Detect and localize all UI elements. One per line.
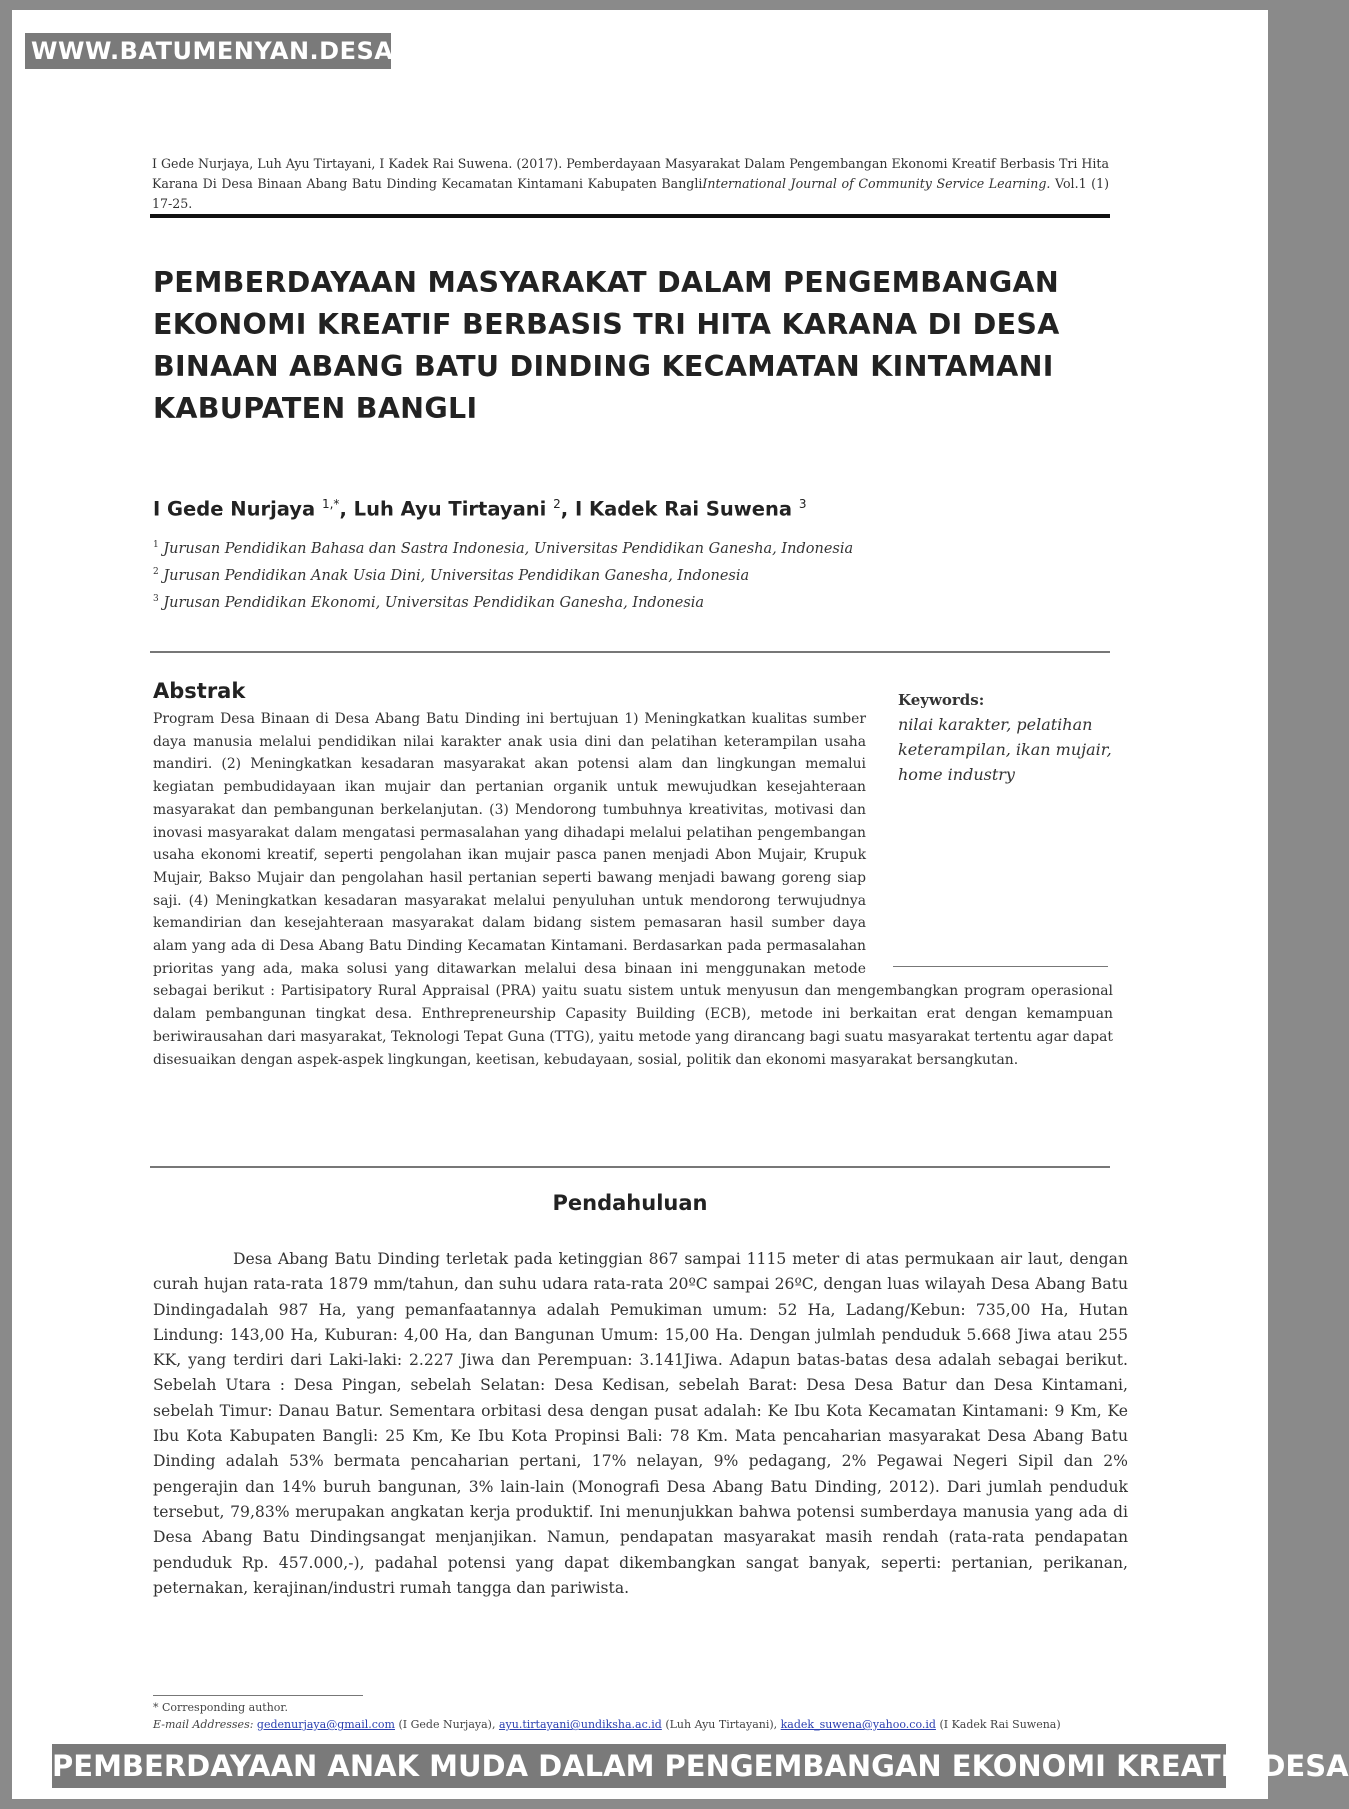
affiliation-number: 1 bbox=[153, 540, 159, 550]
email-link[interactable]: gedenurjaya@gmail.com bbox=[256, 1718, 395, 1731]
keywords-rule bbox=[893, 966, 1108, 967]
paper-title: PEMBERDAYAAN MASYARAKAT DALAM PENGEMBANGAN EKONOMI KREATIF BERBASIS TRI HITA KARANA DI DESA BINAAN ABANG BATU DINDING KECAMATAN KINTAMANI KABUPATEN BANGLI bbox=[153, 266, 1060, 425]
email-link[interactable]: kadek_suwena@yahoo.co.id bbox=[780, 1718, 936, 1731]
header-rule bbox=[150, 214, 1110, 218]
footnote-rule bbox=[153, 1695, 363, 1696]
author-marker: 3 bbox=[798, 497, 807, 511]
site-watermark-banner: WWW.BATUMENYAN.DESA.ID bbox=[25, 33, 391, 69]
citation-volume: Vol.1 (1) 17-25. bbox=[152, 176, 1109, 211]
author-marker: 1,* bbox=[321, 497, 340, 511]
email-owner: (I Kadek Rai Suwena) bbox=[939, 1718, 1061, 1731]
email-owner: (I Gede Nurjaya), bbox=[398, 1718, 496, 1731]
email-label: E-mail Addresses: bbox=[153, 1718, 254, 1731]
affiliation-text: Jurusan Pendidikan Bahasa dan Sastra Indonesia, Universitas Pendidikan Ganesha, Indonesia bbox=[163, 540, 854, 557]
section-paragraph: Desa Abang Batu Dinding terletak pada ketinggian 867 sampai 1115 meter di atas permukaan air laut, dengan curah hujan rata-rata 1879 mm/tahun, dan suhu udara rata-rata 20ºC sampai 26ºC, dengan luas wilayah Desa Abang Batu Dindingadalah 987 Ha, yang pemanfaatannya adalah Pemukiman umum: 52 Ha, Ladang/Kebun: 735,00 Ha, Hutan Lindung: 143,00 Ha, Kuburan: 4,00 Ha, dan Bangunan Umum: 15,00 Ha. Dengan julmlah penduduk 5.668 Jiwa atau 255 KK, yang terdiri dari Laki-laki: 2.227 Jiwa dan Perempuan: 3.141Jiwa. Adapun batas-batas desa adalah sebagai berikut. Sebelah Utara : Desa Pingan, sebelah Selatan: Desa Kedisan, sebelah Barat: Desa Desa Batur dan Desa Kintamani, sebelah Timur: Danau Batur. Sementara orbitasi desa dengan pusat adalah: Ke Ibu Kota Kecamatan Kintamani: 9 Km, Ke Ibu Kota Kabupaten Bangli: 25 Km, Ke Ibu Kota Propinsi Bali: 78 Km. Mata pencaharian masyarakat Desa Abang Batu Dinding adalah 53% bermata pencaharian pertani, 17% nelayan, 9% pedagang, 2% Pegawai Negeri Sipil dan 2% pengerajin dan 14% buruh bangunan, 3% lain-lain (Monografi Desa Abang Batu Dinding, 2012). Dari jumlah penduduk tersebut, 79,83% merupakan angkatan kerja produktif. Ini menunjukkan bahwa potensi sumberdaya manusia yang ada di Desa Abang Batu Dindingsangat menjanjikan. Namun, pendapatan masyarakat masih rendah (rata-rata pendapatan penduduk Rp. 457.000,-), padahal potensi yang dapat dikembangkan sangat banyak, seperti: pertanian, perikanan, peternakan, kerajinan/industri rumah tangga dan pariwista. bbox=[153, 1250, 1128, 1597]
abstract-heading: Abstrak bbox=[153, 679, 246, 703]
author-marker: 2 bbox=[553, 497, 561, 511]
footnote bbox=[153, 1699, 1128, 1733]
affiliation-text: Jurusan Pendidikan Ekonomi, Universitas Pendidikan Ganesha, Indonesia bbox=[163, 594, 705, 611]
abstract-top-rule bbox=[150, 651, 1110, 653]
author-name: I Kadek Rai Suwena bbox=[574, 497, 793, 521]
caption-banner: PEMBERDAYAAN ANAK MUDA DALAM PENGEMBANGAN EKONOMI KREATIF DESA bbox=[52, 1744, 1226, 1788]
affiliation-number: 2 bbox=[153, 566, 159, 577]
keywords-text: nilai karakter, pelatihan keterampilan, ikan mujair, home industry bbox=[898, 715, 1112, 784]
citation-text: I Gede Nurjaya, Luh Ayu Tirtayani, I Kadek Rai Suwena. (2017). Pemberdayaan Masyarakat Dalam Pengembangan Ekonomi Kreatif Berbasis Tri Hita Karana Di Desa Binaan Abang Batu Dinding Kecamatan Kintamani Kabupaten Bangli bbox=[152, 156, 1109, 191]
affiliation-item bbox=[153, 534, 1053, 561]
citation-journal: International Journal of Community Service Learning. bbox=[702, 176, 1051, 191]
affiliation-item bbox=[153, 588, 1053, 615]
affiliation-list bbox=[153, 534, 1053, 614]
email-link[interactable]: ayu.tirtayani@undiksha.ac.id bbox=[498, 1718, 662, 1731]
email-line bbox=[153, 1716, 1128, 1733]
abstract-text: Program Desa Binaan di Desa Abang Batu Dinding ini bertujuan 1) Meningkatkan kualitas sumber daya manusia melalui pendidikan nilai karakter anak usia dini dan pelatihan keterampilan usaha mandiri. (2) Meningkatkan kesadaran masyarakat akan potensi alam dan lingkungan memalui kegiatan pembudidayaan ikan mujair dan pertanian organik untuk mewujudkan kesejahteraan masyarakat dan pembangunan berkelanjutan. (3) Mendorong tumbuhnya kreativitas, motivasi dan inovasi masyarakat dalam mengatasi permasalahan yang dihadapi melalui pelatihan pengembangan usaha ekonomi kreatif, seperti pengolahan ikan mujair pasca panen menjadi Abon Mujair, Krupuk Mujair, Bakso Mujair dan pengolahan hasil pertanian seperti bawang menjadi bawang goreng siap saji. (4) Meningkatkan kesadaran masyarakat melalui penyuluhan untuk mendorong terwujudnya kemandirian dan kesejahteraan masyarakat dalam bidang sistem pemasaran hasil sumber daya alam yang ada di Desa Abang Batu Dinding Kecamatan Kintamani. Berdasarkan pada permasalahan prioritas yang ada, maka solusi yang ditawarkan melalui desa binaan ini menggunakan metode sebagai berikut : Partisipatory Rural Appraisal (PRA) yaitu suatu sistem untuk menyusun dan mengembangkan program operasional dalam pembangunan tingkat desa. Enthrepreneurship Capasity Building (ECB), metode ini berkaitan erat dengan kemampuan beriwirausahan dari masyarakat, Teknologi Tepat Guna (TTG), yaitu metode yang dirancang bagi suatu masyarakat tertentu agar dapat disesuaikan dengan aspek-aspek lingkungan, keetisan, kebudayaan, sosial, politik dan ekonomi masyarakat bersangkutan. bbox=[153, 711, 1113, 1068]
keywords-label: Keywords: bbox=[898, 691, 985, 709]
citation-header bbox=[152, 154, 1109, 214]
affiliation-item bbox=[153, 561, 1053, 588]
corresponding-author-note: * Corresponding author. bbox=[153, 1701, 288, 1714]
abstract-bottom-rule bbox=[150, 1166, 1110, 1168]
email-owner: (Luh Ayu Tirtayani), bbox=[665, 1718, 778, 1731]
keywords-box bbox=[898, 688, 1113, 787]
author-list: I Gede Nurjaya $^{1,*}$, Luh Ayu Tirtayani $^2$, I Kadek Rai Suwena $^3$ bbox=[153, 497, 807, 521]
affiliation-number: 3 bbox=[153, 593, 159, 604]
section-heading: Pendahuluan bbox=[552, 1191, 708, 1215]
affiliation-text: Jurusan Pendidikan Anak Usia Dini, Universitas Pendidikan Ganesha, Indonesia bbox=[163, 567, 750, 584]
author-name: Luh Ayu Tirtayani bbox=[353, 497, 547, 521]
author-name: I Gede Nurjaya bbox=[153, 497, 316, 521]
